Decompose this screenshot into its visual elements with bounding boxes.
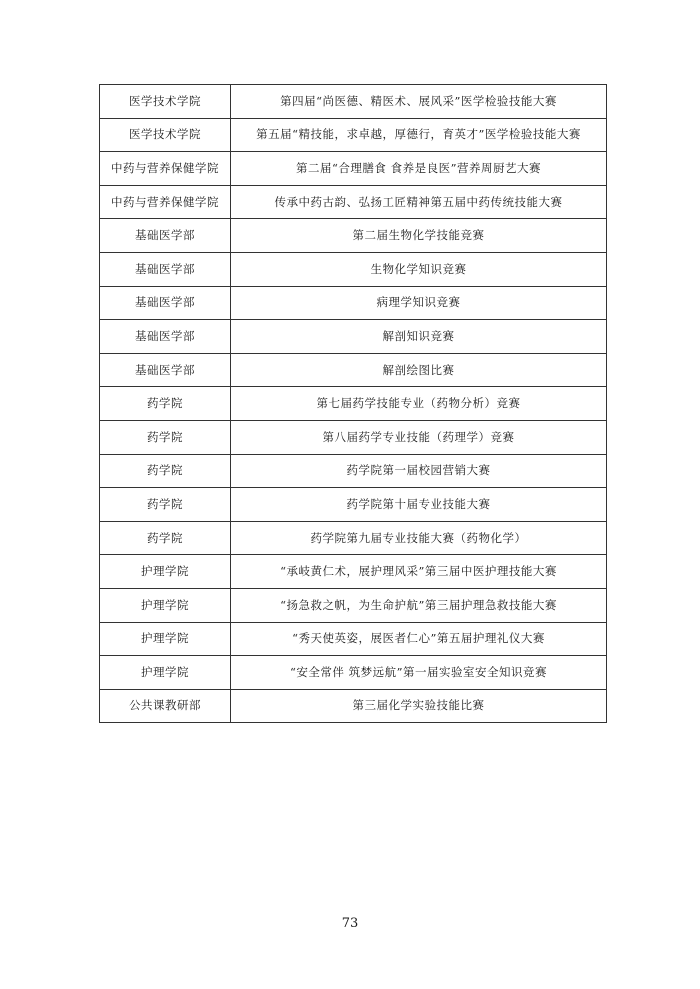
college-cell: 护理学院 xyxy=(100,622,231,656)
competition-table xyxy=(99,84,607,723)
table-row xyxy=(100,555,607,589)
competition-cell: 第七届药学技能专业（药物分析）竞赛 xyxy=(231,387,607,421)
table-row xyxy=(100,252,607,286)
college-cell: 基础医学部 xyxy=(100,320,231,354)
competition-cell: 生物化学知识竞赛 xyxy=(231,252,607,286)
competition-cell: 第三届化学实验技能比赛 xyxy=(231,689,607,723)
college-cell: 药学院 xyxy=(100,521,231,555)
college-cell: 医学技术学院 xyxy=(100,118,231,152)
table-row xyxy=(100,488,607,522)
competition-cell: 药学院第一届校园营销大赛 xyxy=(231,454,607,488)
college-cell: 护理学院 xyxy=(100,656,231,690)
page-number: 73 xyxy=(341,916,359,931)
college-cell: 基础医学部 xyxy=(100,353,231,387)
table-row xyxy=(100,85,607,119)
competition-cell: “承岐黄仁术，展护理风采”第三届中医护理技能大赛 xyxy=(231,555,607,589)
college-cell: 药学院 xyxy=(100,420,231,454)
table-row xyxy=(100,353,607,387)
competition-cell: 第二届生物化学技能竞赛 xyxy=(231,219,607,253)
competition-cell: 第二届“合理膳食 食养是良医”营养周厨艺大赛 xyxy=(231,152,607,186)
competition-cell: 第八届药学专业技能（药理学）竞赛 xyxy=(231,420,607,454)
table-row xyxy=(100,387,607,421)
table-row xyxy=(100,185,607,219)
college-cell: 药学院 xyxy=(100,488,231,522)
competition-cell: 病理学知识竞赛 xyxy=(231,286,607,320)
table-row xyxy=(100,320,607,354)
college-cell: 中药与营养保健学院 xyxy=(100,152,231,186)
table-row xyxy=(100,588,607,622)
competition-cell: 药学院第十届专业技能大赛 xyxy=(231,488,607,522)
table-row xyxy=(100,152,607,186)
college-cell: 公共课教研部 xyxy=(100,689,231,723)
college-cell: 护理学院 xyxy=(100,588,231,622)
table-row xyxy=(100,656,607,690)
college-cell: 药学院 xyxy=(100,387,231,421)
competition-cell: 第四届“尚医德、精医术、展风采”医学检验技能大赛 xyxy=(231,85,607,119)
college-cell: 药学院 xyxy=(100,454,231,488)
table-row xyxy=(100,420,607,454)
college-cell: 基础医学部 xyxy=(100,286,231,320)
competition-cell: “秀天使英姿，展医者仁心”第五届护理礼仪大赛 xyxy=(231,622,607,656)
competition-table-body xyxy=(100,85,607,723)
college-cell: 护理学院 xyxy=(100,555,231,589)
table-row xyxy=(100,454,607,488)
competition-cell: 药学院第九届专业技能大赛（药物化学） xyxy=(231,521,607,555)
competition-cell: 传承中药古韵、弘扬工匠精神第五届中药传统技能大赛 xyxy=(231,185,607,219)
table-row xyxy=(100,622,607,656)
college-cell: 医学技术学院 xyxy=(100,85,231,119)
competition-cell: 解剖绘图比赛 xyxy=(231,353,607,387)
table-row xyxy=(100,689,607,723)
competition-cell: 解剖知识竞赛 xyxy=(231,320,607,354)
college-cell: 基础医学部 xyxy=(100,219,231,253)
competition-cell: “扬急救之帆，为生命护航”第三届护理急救技能大赛 xyxy=(231,588,607,622)
college-cell: 中药与营养保健学院 xyxy=(100,185,231,219)
table-row xyxy=(100,219,607,253)
college-cell: 基础医学部 xyxy=(100,252,231,286)
competition-cell: “安全常伴 筑梦远航”第一届实验室安全知识竞赛 xyxy=(231,656,607,690)
table-row xyxy=(100,286,607,320)
competition-cell: 第五届“精技能，求卓越，厚德行，育英才”医学检验技能大赛 xyxy=(231,118,607,152)
table-row xyxy=(100,521,607,555)
table-row xyxy=(100,118,607,152)
